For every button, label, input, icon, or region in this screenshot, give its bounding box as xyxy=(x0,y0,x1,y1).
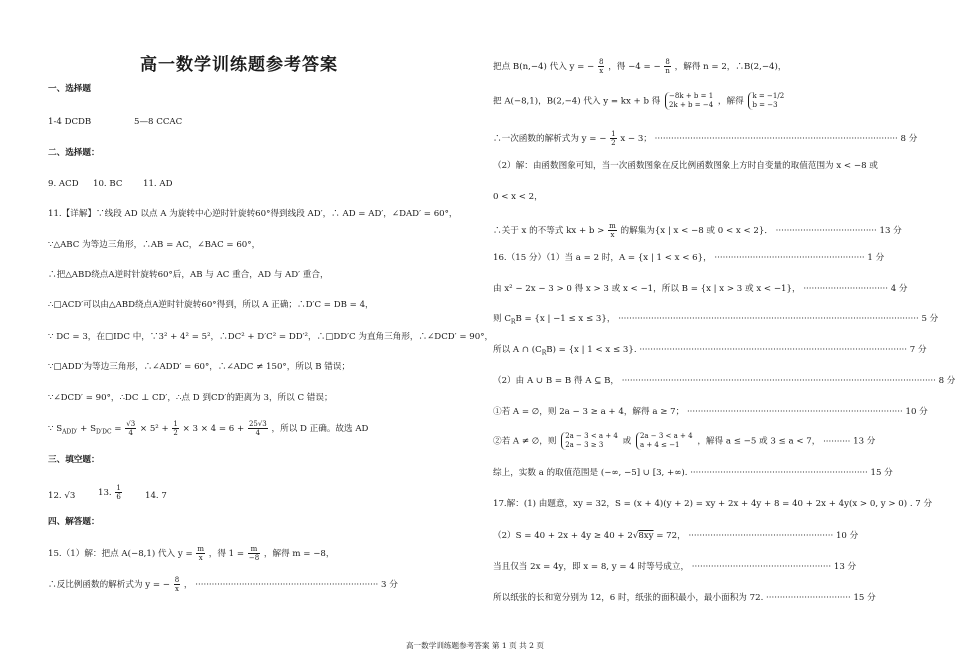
r3-num: 1 xyxy=(611,130,616,138)
q11-line-6: ∵□ADD′为等边三角形，∴∠ADD′ = 60°，∴∠ADC ≠ 150°，所以 B 错误； xyxy=(48,362,351,372)
r3-b: x − 3； xyxy=(620,134,652,144)
answer-13 xyxy=(98,484,123,501)
r13-system-2 xyxy=(636,432,693,450)
q15-line-2-b: ， xyxy=(183,580,193,590)
r6-fraction xyxy=(608,222,617,239)
r11-text: （2）由 A ∪ B = B 得 A ⊆ B， xyxy=(493,376,619,386)
answer-13-num: 1 xyxy=(116,484,121,492)
r-line-6 xyxy=(493,222,902,239)
r11-score: 8 分 xyxy=(938,376,955,386)
r-line-4: （2）解：由函数图象可知，当一次函数图象在反比例函数图象上方时自变量的取值范围为 x < −8 或 xyxy=(493,161,878,171)
q11-fraction-1 xyxy=(125,420,136,437)
r-line-17 xyxy=(493,562,856,573)
r10-b: B) = {x | 1 < x ≤ 3}. xyxy=(546,345,637,355)
q15-leader-dots: ··································································· xyxy=(195,580,379,590)
r1-b: ，得 −4 = − xyxy=(608,62,661,72)
r2-a: 把 A(−8,1)，B(2,−4) 代入 y = kx + b 得 xyxy=(493,96,661,107)
r10-leader-dots: ·································································································· xyxy=(639,345,908,355)
q15-fraction-2 xyxy=(248,545,260,562)
r-line-12 xyxy=(493,407,928,418)
r-line-3 xyxy=(493,130,917,147)
q11-line-3: ∴把△ABD绕点A逆时针旋转60°后，AB 与 AC 重合，AD 与 AD′ 重合， xyxy=(48,270,329,280)
q15-f3-num: 8 xyxy=(174,576,180,584)
r9-leader-dots: ·············································································································· xyxy=(618,314,919,324)
r10-a: 所以 A ∩ (C xyxy=(493,345,542,355)
answer-12: 12. √3 xyxy=(48,491,76,501)
q11-line-4: ∴□ACD′可以由△ABD绕点A逆时针旋转60°得到，所以 A 正确；∴D′C = DB = 4， xyxy=(48,300,374,310)
r3-score: 8 分 xyxy=(900,134,918,144)
answer-9: 9. ACD xyxy=(48,179,79,189)
r6-leader-dots: ····································· xyxy=(775,226,877,236)
q11-fraction-2-num: 1 xyxy=(173,420,178,428)
r9-a: 则 C xyxy=(493,314,511,324)
r1-a: 把点 B(n,−4) 代入 y = − xyxy=(493,62,595,72)
r2-eq-4: b = −3 xyxy=(752,101,778,109)
r13-score: 13 分 xyxy=(853,436,876,447)
page-footer: 高一数学训练题参考答案 第 1 页 共 2 页 xyxy=(405,641,545,650)
q11-line-7: ∵∠DCD′ = 90°，∴DC ⊥ CD′，∴点 D 到CD′的距离为 3，所以 C 错误； xyxy=(48,393,333,403)
r18-leader-dots: ······························· xyxy=(766,593,851,603)
section-heading-solve: 四、解答题： xyxy=(48,517,100,527)
r-line-14 xyxy=(493,468,893,479)
page-title: 高一数学训练题参考答案 xyxy=(140,55,338,75)
r-line-7 xyxy=(493,253,884,264)
r8-leader-dots: ······························· xyxy=(803,284,888,294)
r16-a: （2）S = 40 + 2x + 4y ≥ 40 + 2√ xyxy=(493,531,639,541)
r-line-9 xyxy=(493,314,938,325)
r7-score: 1 分 xyxy=(867,253,885,263)
q11-sub-1: ADD′ xyxy=(62,428,78,436)
r13-eq-1: 2a − 3 < a + 4 xyxy=(565,432,618,440)
section-heading-multi: 二、选择题： xyxy=(48,148,100,158)
q15-f2-num: m xyxy=(248,545,260,554)
r1-f2-num: 8 xyxy=(665,58,670,66)
r6-num: m xyxy=(609,222,616,230)
r2-eq-3: k = −1/2 xyxy=(752,92,785,100)
q15-line-1 xyxy=(48,545,334,562)
r-line-16 xyxy=(493,531,858,542)
q11-line-8-part-c: = xyxy=(111,424,125,434)
r3-den: 2 xyxy=(611,139,616,147)
r16-b: = 72， xyxy=(653,531,686,541)
q15-fraction-1 xyxy=(196,545,205,562)
answer-13-den: 6 xyxy=(116,493,121,501)
r13-eq-2: 2a − 3 ≥ 3 xyxy=(565,441,604,449)
q11-line-8-part-a: ∵ S xyxy=(48,424,63,434)
q11-fraction-3-den: 4 xyxy=(255,429,261,437)
answer-1-4: 1-4 DCDB xyxy=(48,117,92,127)
q11-sub-2: D′DC xyxy=(95,428,112,436)
r13-leader-dots: ·········· xyxy=(823,436,851,447)
q11-line-5: ∵ DC = 3，在□IDC 中，∵3² + 4² = 5²，∴DC² + D′C² = DD′²，∴□DD′C 为直角三角形，∴∠DCD′ = 90°， xyxy=(48,332,494,342)
r6-score: 13 分 xyxy=(879,226,902,236)
q15-f2-den: −8 xyxy=(248,554,260,562)
q11-fraction-1-den: 4 xyxy=(128,429,133,437)
q11-line-8-part-d: × 5² + xyxy=(139,424,172,434)
q15-line-2 xyxy=(48,576,398,593)
q15-f1-num: m xyxy=(197,545,205,553)
r8-score: 4 分 xyxy=(890,284,908,294)
answer-11: 11. AD xyxy=(143,179,173,189)
r10-sub: R xyxy=(541,349,547,357)
r1-f1-num: 8 xyxy=(598,58,604,66)
r13-eq-4: a + 4 ≤ −1 xyxy=(639,441,680,449)
r16-score: 10 分 xyxy=(835,531,859,541)
r2-system-1 xyxy=(665,92,713,110)
answer-5-8: 5—8 CCAC xyxy=(134,117,183,127)
r10-score: 7 分 xyxy=(909,345,927,355)
q11-line-8-part-b: + S xyxy=(77,424,96,434)
r2-eq-1: −8k + b = 1 xyxy=(669,92,714,100)
r16-radicand: 8xy xyxy=(638,531,654,541)
r1-f1-den: x xyxy=(599,67,604,75)
r12-text: ①若 A = ∅，则 2a − 3 ≥ a + 4，解得 a ≥ 7； xyxy=(493,407,685,417)
section-heading-fill: 三、填空题： xyxy=(48,455,100,465)
r-line-1 xyxy=(493,58,786,75)
r18-score: 15 分 xyxy=(853,593,876,603)
r6-den: x xyxy=(610,231,615,239)
r-line-5: 0 < x < 2， xyxy=(493,192,543,202)
r12-leader-dots: ··············································································· xyxy=(686,407,903,417)
r-line-8 xyxy=(493,284,908,295)
r2-b: ，解得 xyxy=(717,96,744,107)
r14-text: 综上，实数 a 的取值范围是 (−∞, −5] ∪ [3, +∞). xyxy=(493,468,688,478)
q15-line-1-b: ，得 1 = xyxy=(208,549,247,559)
r1-fraction-1 xyxy=(598,58,604,75)
q11-fraction-2-den: 2 xyxy=(173,429,178,437)
r17-score: 13 分 xyxy=(833,562,857,572)
q15-line-2-a: ∴反比例函数的解析式为 y = − xyxy=(48,580,170,590)
answer-14: 14. 7 xyxy=(145,491,167,501)
r9-b: B = {x | −1 ≤ x ≤ 3}， xyxy=(515,314,616,324)
q11-line-8-part-g: ，所以 D 正确。故选 AD xyxy=(271,424,369,434)
r11-leader-dots: ··················································································································· xyxy=(621,376,936,386)
q11-fraction-1-num: √3 xyxy=(126,420,136,428)
r3-fraction xyxy=(610,130,616,147)
q11-line-8 xyxy=(48,420,368,437)
q11-line-1: 11.【详解】∵线段 AD 以点 A 为旋转中心逆时针旋转60°得到线段 AD′，∴ AD = AD′，∠DAD′ = 60°， xyxy=(48,209,458,219)
r12-score: 10 分 xyxy=(905,407,928,417)
r14-leader-dots: ································································· xyxy=(690,468,868,478)
r3-a: ∴一次函数的解析式为 y = − xyxy=(493,134,607,144)
r16-leader-dots: ····················································· xyxy=(688,531,834,541)
r13-eq-3: 2a − 3 < a + 4 xyxy=(639,432,693,440)
r13-a: ②若 A ≠ ∅，则 xyxy=(493,436,557,447)
r13-system-1 xyxy=(561,432,618,450)
q11-fraction-3-num: 25√3 xyxy=(248,420,267,428)
q15-line-1-c: ，解得 m = −8， xyxy=(263,549,335,559)
answer-13-fraction xyxy=(115,484,121,501)
answer-13-label: 13. xyxy=(98,488,112,498)
r7-leader-dots: ······················································· xyxy=(714,253,865,263)
r13-c: ，解得 a ≤ −5 或 3 ≤ a < 7， xyxy=(697,436,821,447)
r1-f2-den: n xyxy=(665,67,670,75)
r2-eq-2: 2k + b = −4 xyxy=(669,101,714,109)
r6-a: ∴关于 x 的不等式 kx + b > xyxy=(493,226,608,236)
r17-text: 当且仅当 2x = 4y，即 x = 8, y = 4 时等号成立， xyxy=(493,562,690,572)
r-line-11 xyxy=(493,376,955,387)
q11-fraction-3 xyxy=(248,420,268,437)
r8-text: 由 x² − 2x − 3 > 0 得 x > 3 或 x < −1，所以 B = {x | x > 3 或 x < −1}， xyxy=(493,284,801,294)
q15-f3-den: x xyxy=(174,585,179,593)
q11-line-2: ∵△ABC 为等边三角形，∴AB = AC，∠BAC = 60°， xyxy=(48,240,261,250)
r18-text: 所以纸张的长和宽分别为 12，6 时，纸张的面积最小，最小面积为 72. xyxy=(493,593,764,603)
r17-leader-dots: ··················································· xyxy=(691,562,832,572)
r-line-13 xyxy=(493,432,875,450)
r1-c: ，解得 n = 2，∴B(2,−4)， xyxy=(674,62,787,72)
r6-b: 的解集为{x | x < −8 或 0 < x < 2}． xyxy=(620,226,773,236)
r14-score: 15 分 xyxy=(870,468,893,478)
r13-b: 或 xyxy=(622,436,632,447)
r2-system-2 xyxy=(748,92,784,110)
q11-fraction-2 xyxy=(172,420,178,437)
r3-leader-dots: ························································································· xyxy=(654,134,898,144)
q15-line-1-a: 15.（1）解：把点 A(−8,1) 代入 y = xyxy=(48,549,196,559)
r-line-18 xyxy=(493,593,876,604)
r-line-15: 17.解：(1) 由题意，xy = 32，S = (x + 4)(y + 2) = xy + 2x + 4y + 8 = 40 + 2x + 4y(x > 0, y > 0) . 7 分 xyxy=(493,499,933,509)
r-line-10 xyxy=(493,345,927,356)
r1-fraction-2 xyxy=(664,58,671,75)
q15-score: 3 分 xyxy=(381,580,398,590)
q15-f1-den: x xyxy=(198,554,203,562)
r9-score: 5 分 xyxy=(921,314,939,324)
r7-text: 16.（15 分）（1）当 a = 2 时，A = {x | 1 < x < 6}， xyxy=(493,253,712,263)
q11-line-8-part-e: × 3 × 4 = 6 + xyxy=(182,424,247,434)
r9-sub: R xyxy=(510,318,516,326)
answer-10: 10. BC xyxy=(93,179,123,189)
section-heading-choice: 一、选择题 xyxy=(48,84,91,94)
q15-fraction-3 xyxy=(174,576,180,593)
r-line-2 xyxy=(493,92,786,110)
